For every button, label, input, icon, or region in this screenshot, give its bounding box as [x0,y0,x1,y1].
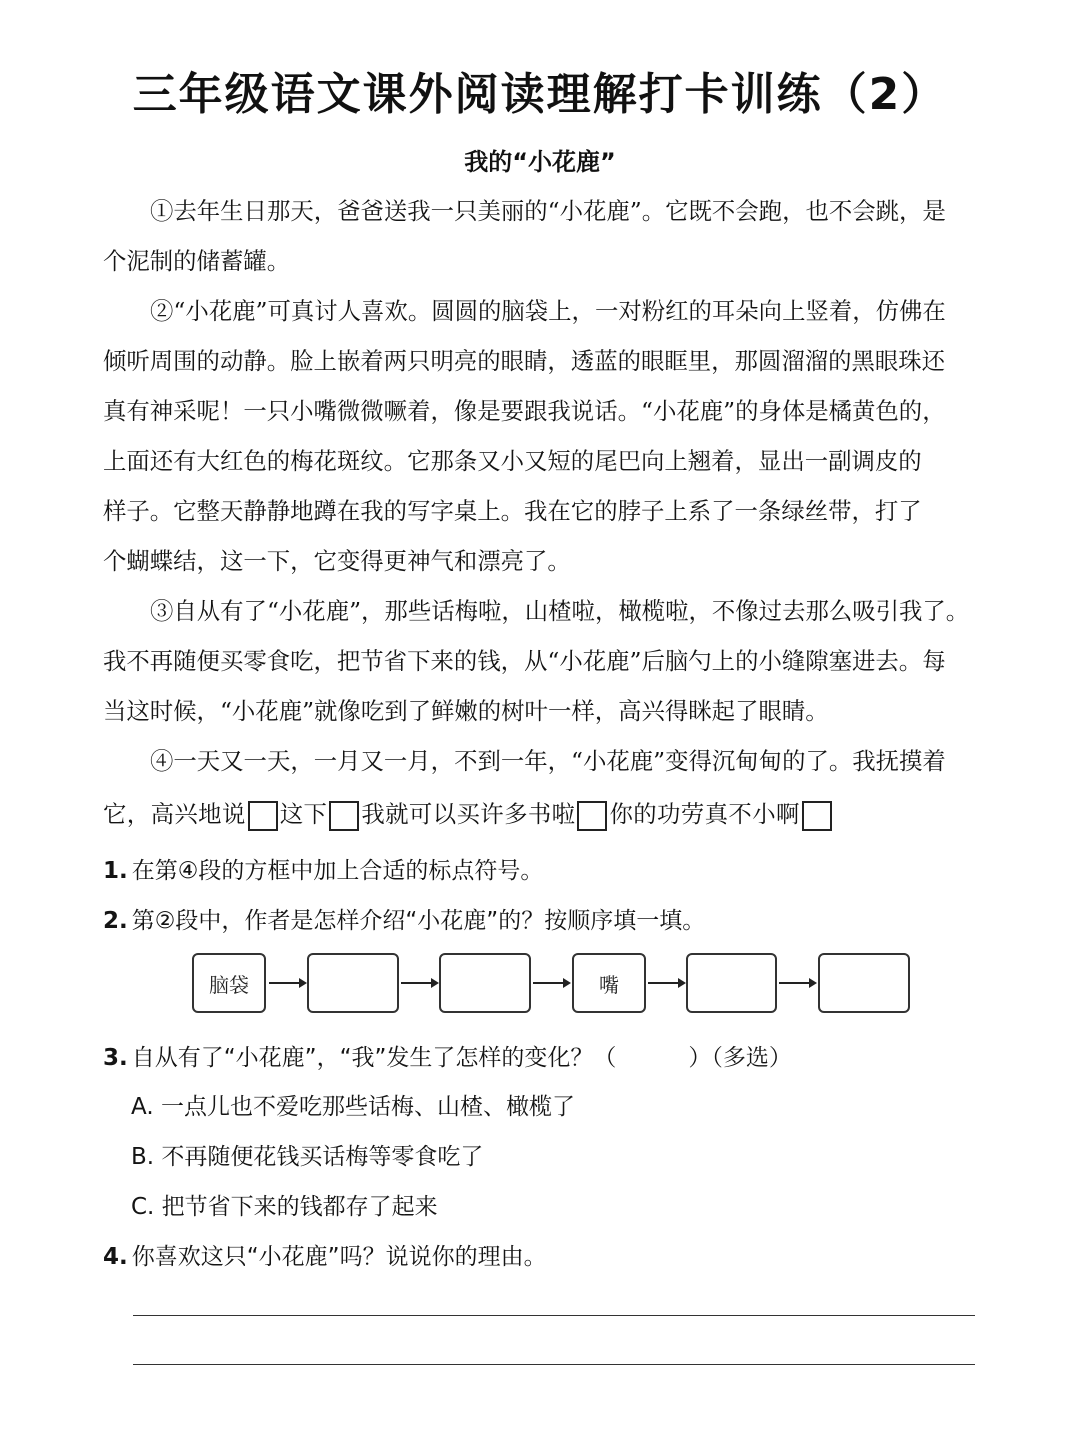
question-text: 第②段中，作者是怎样介绍“小花鹿”的？按顺序填一填。 [131,908,706,934]
question-number: 1. [103,858,128,884]
passage-text: 我就可以买许多书啦 [361,800,576,828]
arrow-right-icon [268,976,308,990]
passage-line: 我不再随便买零食吃，把节省下来的钱，从“小花鹿”后脑勺上的小缝隙塞进去。每 [103,647,946,675]
question-number: 2. [103,908,128,934]
flow-box-3[interactable] [439,953,531,1013]
option-b[interactable]: B. 不再随便花钱买话梅等零食吃了 [131,1144,484,1170]
flow-box-5[interactable] [686,953,777,1013]
flow-box-1: 脑袋 [192,953,266,1013]
question-2 [103,902,705,935]
passage-line: 倾听周围的动静。脸上嵌着两只明亮的眼睛，透蓝的眼眶里，那圆溜溜的黑眼珠还 [103,347,946,375]
question-3 [103,1039,792,1072]
flow-box-6[interactable] [818,953,910,1013]
option-c[interactable]: C. 把节省下来的钱都存了起来 [131,1194,438,1220]
answer-line[interactable] [133,1364,975,1365]
passage-text: 这下 [279,800,328,828]
question-text: 在第④段的方框中加上合适的标点符号。 [131,858,544,884]
arrow-right-icon [532,976,572,990]
question-text: ）（多选） [688,1045,792,1071]
arrow-right-icon [647,976,687,990]
question-text: 你喜欢这只“小花鹿”吗？说说你的理由。 [131,1244,547,1270]
passage-line: 个蝴蝶结，这一下，它变得更神气和漂亮了。 [103,547,571,575]
passage-line: ④一天又一天，一月又一月，不到一年，“小花鹿”变得沉甸甸的了。我抚摸着 [150,747,946,775]
flow-box-4: 嘴 [572,953,646,1013]
passage-line: 真有神采呢！一只小嘴微微噘着，像是要跟我说话。“小花鹿”的身体是橘黄色的， [103,397,946,425]
passage-last-line [103,795,983,831]
passage-line: ②“小花鹿”可真讨人喜欢。圆圆的脑袋上，一对粉红的耳朵向上竖着，仿佛在 [150,297,946,325]
punctuation-box-3[interactable] [577,801,607,831]
question-number: 3. [103,1045,128,1071]
answer-line[interactable] [133,1315,975,1316]
punctuation-box-4[interactable] [802,801,832,831]
passage-line: ③自从有了“小花鹿”，那些话梅啦，山楂啦，橄榄啦，不像过去那么吸引我了。 [150,597,970,625]
punctuation-box-1[interactable] [248,801,278,831]
passage-line: ①去年生日那天，爸爸送我一只美丽的“小花鹿”。它既不会跑，也不会跳，是 [150,197,946,225]
page-title: 三年级语文课外阅读理解打卡训练（2） [132,69,948,120]
option-a[interactable]: A. 一点儿也不爱吃那些话梅、山楂、橄榄了 [131,1094,575,1120]
arrow-right-icon [778,976,818,990]
passage-heading: 我的“小花鹿” [464,148,616,176]
question-text: 自从有了“小花鹿”，“我”发生了怎样的变化？（ [131,1045,617,1071]
arrow-right-icon [400,976,440,990]
passage-text: 它，高兴地说 [103,800,246,828]
punctuation-box-2[interactable] [329,801,359,831]
passage-text: 你的功劳真不小啊 [609,800,800,828]
passage-line: 当这时候，“小花鹿”就像吃到了鲜嫩的树叶一样，高兴得眯起了眼睛。 [103,697,829,725]
question-1 [103,852,543,885]
passage-line: 样子。它整天静静地蹲在我的写字桌上。我在它的脖子上系了一条绿丝带，打了 [103,497,922,525]
question-number: 4. [103,1244,128,1270]
passage-line: 个泥制的储蓄罐。 [103,247,291,275]
flow-box-2[interactable] [307,953,399,1013]
question-4 [103,1238,547,1271]
passage-line: 上面还有大红色的梅花斑纹。它那条又小又短的尾巴向上翘着，显出一副调皮的 [103,447,922,475]
